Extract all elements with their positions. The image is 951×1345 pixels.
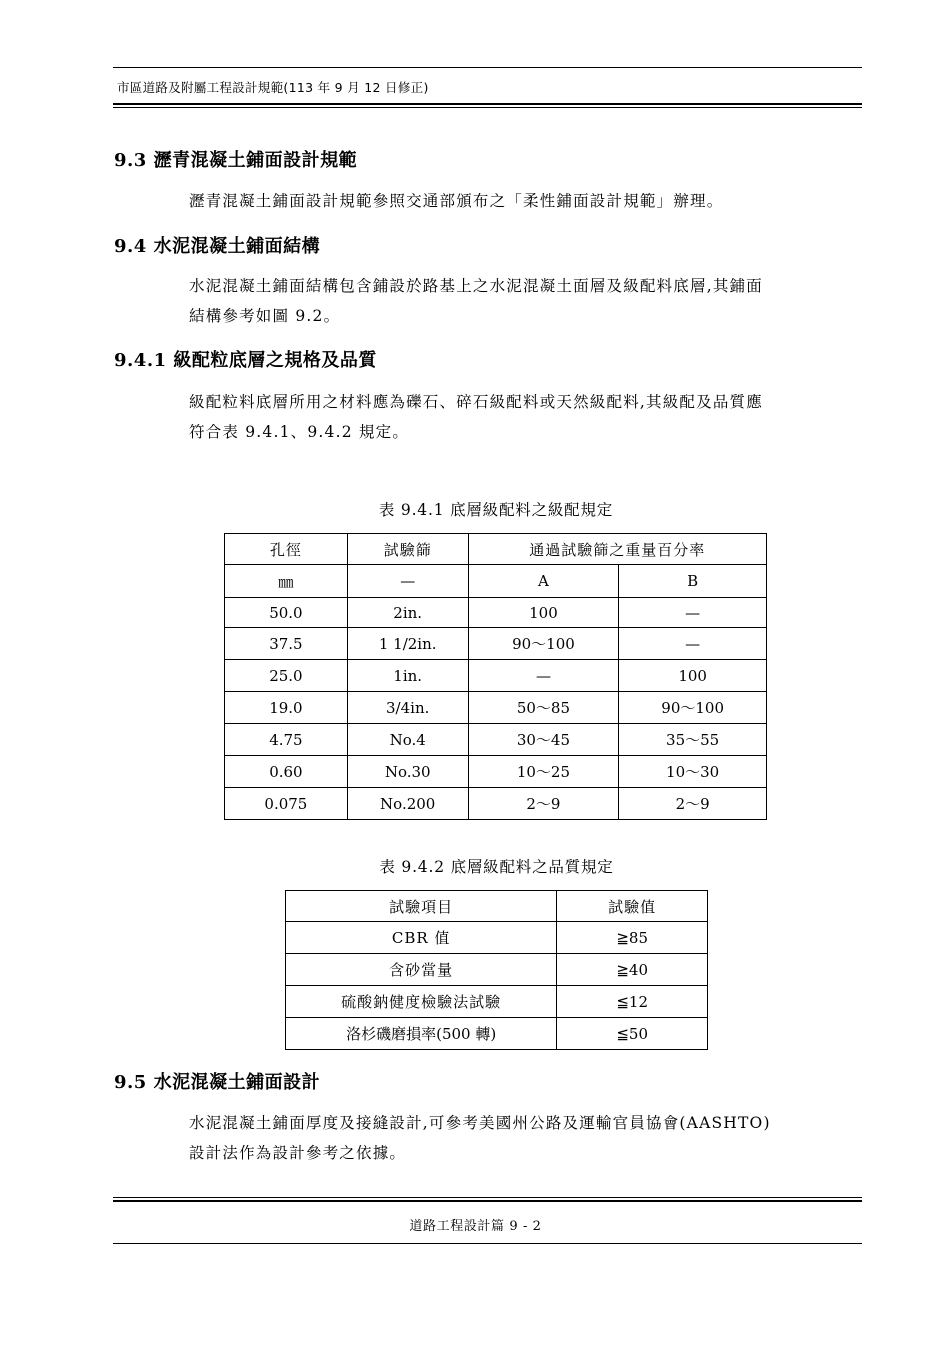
table-subheader-a: A — [468, 565, 619, 598]
footer-top-rule-thick — [113, 1200, 862, 1202]
table-cell: 含砂當量 — [286, 954, 557, 986]
table-cell: — — [619, 628, 767, 660]
table-cell: 2in. — [347, 598, 468, 628]
footer-bottom-rule — [113, 1243, 862, 1244]
table-cell: 35～55 — [619, 724, 767, 756]
table-cell: CBR 值 — [286, 922, 557, 954]
table-cell: 0.075 — [225, 788, 348, 820]
table-cell: — — [468, 660, 619, 692]
table-cell: ≦12 — [557, 986, 708, 1018]
header-bottom-rule-thick — [113, 103, 862, 105]
table-9-4-1-caption: 表 9.4.1 底層級配料之級配規定 — [378, 501, 614, 519]
table-cell: No.30 — [347, 756, 468, 788]
section-9-5-heading: 9.5 水泥混凝土鋪面設計 — [114, 1072, 321, 1093]
header-top-rule — [113, 67, 862, 68]
table-cell: 30～45 — [468, 724, 619, 756]
table-cell: 100 — [468, 598, 619, 628]
table-cell: 1in. — [347, 660, 468, 692]
page-number: 道路工程設計篇 9 - 2 — [409, 1219, 542, 1234]
table-cell: — — [619, 598, 767, 628]
table-cell: ≦50 — [557, 1018, 708, 1050]
section-9-4-1-body-line2: 符合表 9.4.1、9.4.2 規定。 — [189, 423, 410, 441]
table-header-pass-rate: 通過試驗篩之重量百分率 — [468, 534, 766, 565]
table-cell: 硫酸鈉健度檢驗法試驗 — [286, 986, 557, 1018]
table-9-4-2-caption: 表 9.4.2 底層級配料之品質規定 — [379, 858, 614, 876]
table-subheader-dash: — — [347, 565, 468, 598]
section-9-4-body-line1: 水泥混凝土鋪面結構包含鋪設於路基上之水泥混凝土面層及級配料底層,其鋪面 — [189, 277, 763, 295]
table-cell: 洛杉磯磨損率(500 轉) — [286, 1018, 557, 1050]
table-cell: 1 1/2in. — [347, 628, 468, 660]
section-9-4-1-heading: 9.4.1 級配粒底層之規格及品質 — [114, 350, 377, 371]
table-cell: 0.60 — [225, 756, 348, 788]
table-subheader-b: B — [619, 565, 767, 598]
section-9-4-heading: 9.4 水泥混凝土鋪面結構 — [114, 236, 321, 257]
table-cell: 90～100 — [468, 628, 619, 660]
table-cell: 2～9 — [619, 788, 767, 820]
table-cell: ≧85 — [557, 922, 708, 954]
header-bottom-rule-thin — [113, 107, 862, 108]
table-cell: No.4 — [347, 724, 468, 756]
section-9-4-body-line2: 結構參考如圖 9.2。 — [189, 307, 341, 325]
table-cell: 37.5 — [225, 628, 348, 660]
table-9-4-2 — [285, 890, 708, 1050]
table-9-4-1 — [224, 533, 767, 820]
table-cell: 19.0 — [225, 692, 348, 724]
table-subheader-unit: ㎜ — [225, 565, 348, 598]
section-9-3-heading: 9.3 瀝青混凝土鋪面設計規範 — [114, 150, 358, 171]
section-9-4-1-body-line1: 級配粒料底層所用之材料應為礫石、碎石級配料或天然級配料,其級配及品質應 — [189, 393, 763, 411]
section-9-3-body: 瀝青混凝土鋪面設計規範參照交通部頒布之「柔性鋪面設計規範」辦理。 — [189, 192, 724, 210]
table-cell: 2～9 — [468, 788, 619, 820]
table-cell: No.200 — [347, 788, 468, 820]
table-cell: 50.0 — [225, 598, 348, 628]
section-9-5-body-line2: 設計法作為設計參考之依據。 — [189, 1144, 407, 1162]
table-header-sieve: 試驗篩 — [347, 534, 468, 565]
section-9-5-body-line1: 水泥混凝土鋪面厚度及接縫設計,可參考美國州公路及運輸官員協會(AASHTO) — [189, 1114, 771, 1132]
table-cell: 50～85 — [468, 692, 619, 724]
quality-header-value: 試驗值 — [557, 891, 708, 922]
document-title: 市區道路及附屬工程設計規範(113 年 9 月 12 日修正) — [117, 80, 429, 95]
table-cell: 4.75 — [225, 724, 348, 756]
table-cell: 100 — [619, 660, 767, 692]
table-header-hole: 孔徑 — [225, 534, 348, 565]
quality-header-item: 試驗項目 — [286, 891, 557, 922]
table-cell: 90～100 — [619, 692, 767, 724]
table-cell: 10～30 — [619, 756, 767, 788]
table-cell: ≧40 — [557, 954, 708, 986]
table-cell: 3/4in. — [347, 692, 468, 724]
footer-top-rule-thin — [113, 1197, 862, 1198]
table-cell: 10～25 — [468, 756, 619, 788]
table-cell: 25.0 — [225, 660, 348, 692]
